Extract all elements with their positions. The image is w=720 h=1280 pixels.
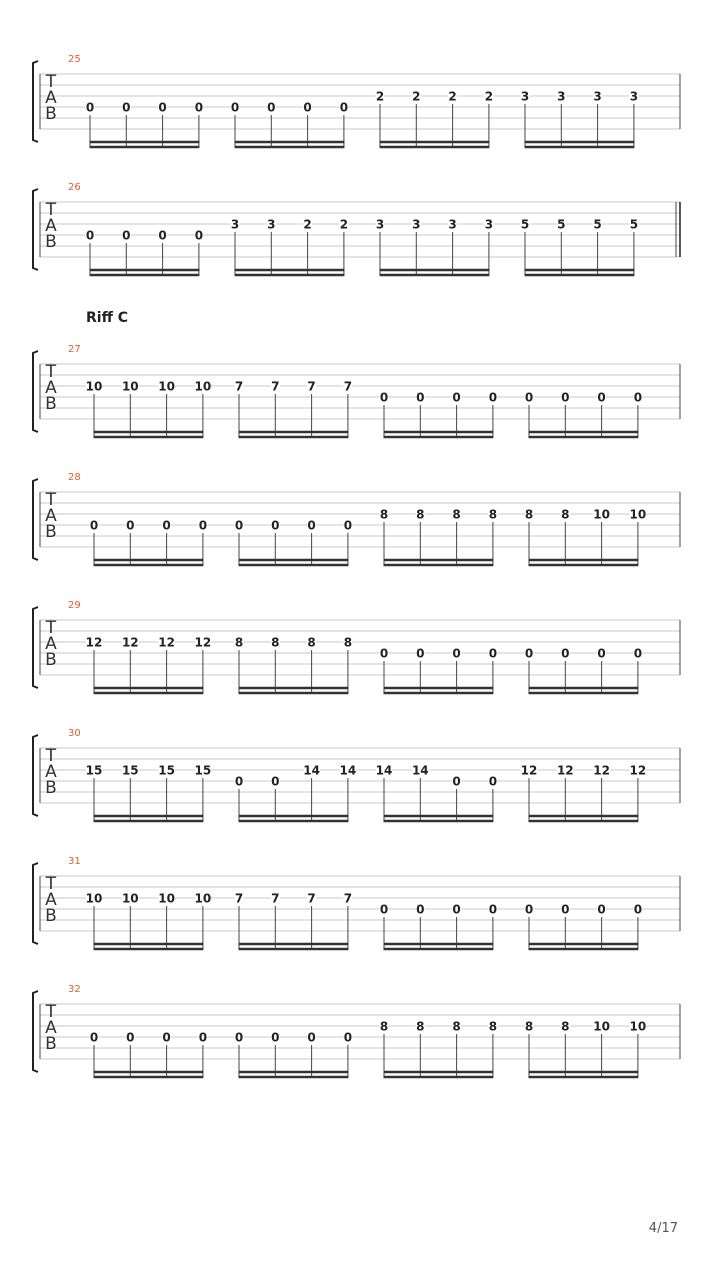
fret-number: 0 [198,518,208,533]
fret-number: 15 [85,763,103,778]
fret-number: 0 [379,646,389,661]
fret-number: 8 [452,1019,461,1034]
fret-number: 7 [343,379,353,394]
fret-number: 0 [194,100,204,115]
fret-number: 0 [416,646,425,661]
fret-number: 2 [303,217,312,232]
measure-number: 29 [68,600,81,611]
fret-number: 0 [307,518,316,533]
fret-number: 0 [122,100,131,115]
fret-number: 0 [452,646,461,661]
fret-number: 15 [194,763,212,778]
tab-clef-letter: T [45,362,57,382]
measure-number: 27 [68,344,81,355]
fret-number: 0 [234,774,244,789]
fret-number: 8 [416,1019,425,1034]
fret-number: 7 [271,379,280,394]
tab-clef-letter: A [45,216,57,236]
fret-number: 15 [121,763,139,778]
fret-number: 8 [561,507,570,522]
fret-number: 7 [307,891,316,906]
fret-number: 3 [520,89,530,104]
fret-number: 0 [561,646,570,661]
tab-clef-letter: T [45,618,57,638]
tab-clef-letter: A [45,762,57,782]
page-number: 4/17 [648,1221,678,1236]
fret-number: 0 [230,100,240,115]
tab-clef-letter: B [45,1034,57,1054]
fret-number: 8 [561,1019,570,1034]
system-bracket [33,607,38,688]
fret-number: 0 [452,390,461,405]
tab-clef-letter: A [45,1018,57,1038]
fret-number: 3 [267,217,276,232]
tab-clef-letter: A [45,634,57,654]
tab-clef-letter: T [45,874,57,894]
fret-number: 0 [126,518,135,533]
tab-clef-letter: A [45,378,57,398]
system-bracket [33,735,38,816]
fret-number: 10 [194,379,212,394]
fret-number: 0 [597,902,606,917]
fret-number: 10 [158,379,175,394]
fret-number: 0 [633,646,643,661]
measure-number: 32 [68,984,81,995]
fret-number: 0 [379,390,389,405]
fret-number: 0 [194,228,204,243]
fret-number: 2 [448,89,457,104]
fret-number: 14 [375,763,393,778]
fret-number: 12 [520,763,538,778]
fret-number: 7 [271,891,280,906]
fret-number: 10 [158,891,175,906]
tab-clef-letter: B [45,778,57,798]
tab-clef-letter: A [45,88,57,108]
fret-number: 0 [122,228,131,243]
fret-number: 0 [126,1030,135,1045]
fret-number: 2 [375,89,385,104]
tab-clef-letter: T [45,1002,57,1022]
fret-number: 2 [484,89,494,104]
fret-number: 3 [412,217,421,232]
fret-number: 5 [629,217,639,232]
fret-number: 0 [158,228,167,243]
fret-number: 0 [162,1030,171,1045]
measure-number: 30 [68,728,81,739]
fret-number: 0 [452,902,461,917]
fret-number: 3 [557,89,566,104]
measure-number: 26 [68,182,81,193]
fret-number: 12 [593,763,610,778]
tab-clef-letter: T [45,746,57,766]
fret-number: 0 [267,100,276,115]
fret-number: 0 [271,1030,280,1045]
measure-number: 31 [68,856,81,867]
fret-number: 12 [629,763,647,778]
fret-number: 8 [452,507,461,522]
fret-number: 0 [271,518,280,533]
fret-number: 8 [524,1019,534,1034]
tab-clef-letter: B [45,650,57,670]
fret-number: 10 [629,507,647,522]
fret-number: 12 [194,635,212,650]
fret-number: 0 [271,774,280,789]
fret-number: 0 [89,518,99,533]
fret-number: 0 [488,390,498,405]
fret-number: 7 [343,891,353,906]
fret-number: 14 [411,763,429,778]
fret-number: 3 [448,217,457,232]
fret-number: 8 [379,507,389,522]
fret-number: 10 [85,379,103,394]
fret-number: 0 [85,228,95,243]
fret-number: 2 [412,89,421,104]
fret-number: 8 [416,507,425,522]
system-bracket [33,189,38,270]
fret-number: 0 [343,1030,353,1045]
fret-number: 12 [158,635,175,650]
fret-number: 0 [488,902,498,917]
fret-number: 0 [343,518,353,533]
tab-clef-letter: B [45,104,57,124]
tab-clef-letter: A [45,506,57,526]
fret-number: 8 [307,635,316,650]
tab-clef-letter: T [45,72,57,92]
fret-number: 0 [198,1030,208,1045]
fret-number: 0 [633,390,643,405]
fret-number: 0 [234,1030,244,1045]
fret-number: 8 [488,1019,498,1034]
fret-number: 0 [162,518,171,533]
fret-number: 0 [597,646,606,661]
fret-number: 7 [307,379,316,394]
tab-clef-letter: B [45,232,57,252]
system-bracket [33,351,38,432]
measure-number: 25 [68,54,81,65]
system-bracket [33,863,38,944]
fret-number: 0 [307,1030,316,1045]
fret-number: 8 [524,507,534,522]
tab-clef-letter: A [45,890,57,910]
fret-number: 0 [339,100,349,115]
tab-clef-letter: T [45,490,57,510]
tab-clef-letter: B [45,522,57,542]
fret-number: 5 [520,217,530,232]
fret-number: 0 [524,390,534,405]
fret-number: 5 [593,217,602,232]
fret-number: 14 [303,763,320,778]
fret-number: 0 [234,518,244,533]
fret-number: 0 [488,774,498,789]
fret-number: 10 [593,507,610,522]
fret-number: 8 [343,635,353,650]
fret-number: 2 [339,217,349,232]
fret-number: 10 [629,1019,647,1034]
fret-number: 12 [121,635,139,650]
tab-clef-letter: B [45,394,57,414]
tab-clef-letter: T [45,200,57,220]
fret-number: 10 [121,891,139,906]
fret-number: 0 [561,390,570,405]
fret-number: 5 [557,217,566,232]
fret-number: 0 [524,646,534,661]
fret-number: 0 [416,902,425,917]
fret-number: 0 [633,902,643,917]
fret-number: 3 [629,89,639,104]
fret-number: 3 [230,217,240,232]
fret-number: 3 [593,89,602,104]
fret-number: 0 [416,390,425,405]
fret-number: 14 [339,763,357,778]
fret-number: 12 [85,635,103,650]
fret-number: 8 [379,1019,389,1034]
fret-number: 3 [484,217,494,232]
fret-number: 0 [303,100,312,115]
system-bracket [33,61,38,142]
system-bracket [33,991,38,1072]
fret-number: 0 [561,902,570,917]
fret-number: 10 [593,1019,610,1034]
fret-number: 0 [524,902,534,917]
system-bracket [33,479,38,560]
section-label-riff-c: Riff C [86,310,129,326]
fret-number: 0 [597,390,606,405]
fret-number: 3 [375,217,385,232]
fret-number: 8 [271,635,280,650]
fret-number: 7 [234,891,244,906]
fret-number: 10 [194,891,212,906]
fret-number: 7 [234,379,244,394]
fret-number: 8 [234,635,244,650]
fret-number: 12 [556,763,574,778]
fret-number: 15 [158,763,175,778]
fret-number: 0 [488,646,498,661]
fret-number: 8 [488,507,498,522]
measure-number: 28 [68,472,81,483]
fret-number: 0 [379,902,389,917]
fret-number: 0 [85,100,95,115]
fret-number: 10 [121,379,139,394]
fret-number: 0 [158,100,167,115]
tab-clef-letter: B [45,906,57,926]
fret-number: 10 [85,891,103,906]
fret-number: 0 [89,1030,99,1045]
fret-number: 0 [452,774,461,789]
